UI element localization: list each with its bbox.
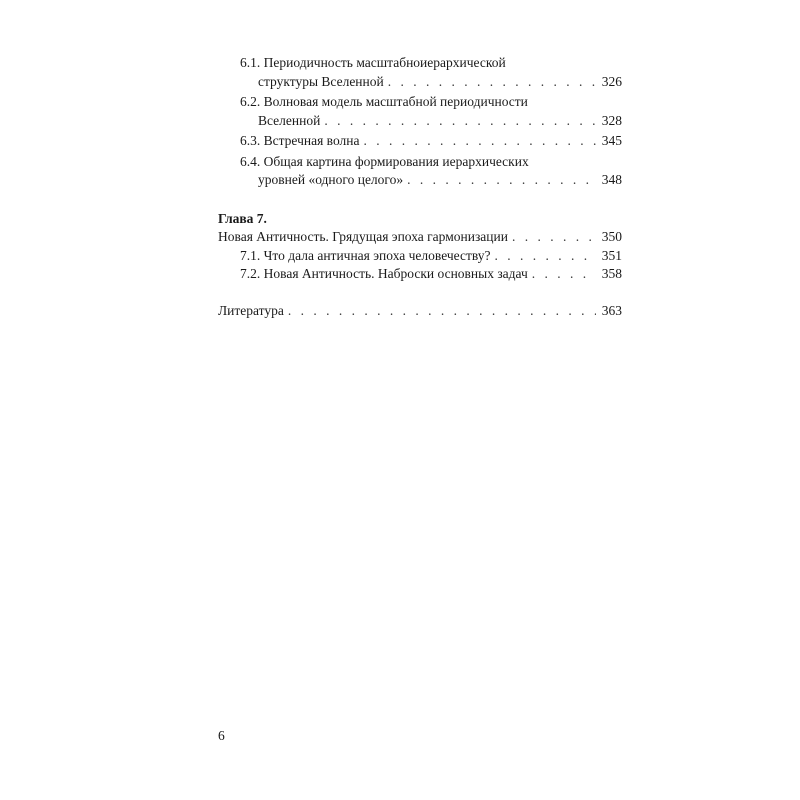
toc-entry-6-2[interactable]: [218, 93, 622, 130]
dot-leader: [288, 302, 596, 321]
toc-entry-7-2[interactable]: [218, 265, 622, 284]
toc-entry-title-continued: структуры Вселенной: [258, 73, 384, 89]
dot-leader: [364, 132, 596, 151]
toc-entry-title: 6.3. Встречная волна: [240, 133, 360, 148]
toc-chapter-title: Новая Античность. Грядущая эпоха гармонизации: [218, 229, 508, 244]
toc-entry-title: 6.1. Периодичность масштабноиерархической: [240, 55, 506, 70]
toc-entry-title: 7.2. Новая Античность. Наброски основных задач: [240, 266, 528, 281]
chapter-7-label: Глава 7.: [218, 210, 267, 226]
toc-page-number: 363: [601, 302, 622, 318]
toc-page-number: 326: [601, 73, 622, 89]
dot-leader: [532, 265, 596, 284]
table-of-contents: [218, 54, 622, 320]
toc-page-number: 350: [601, 229, 622, 244]
toc-chapter-7[interactable]: [218, 228, 622, 247]
toc-entry-title: 6.4. Общая картина формирования иерархических: [240, 153, 529, 169]
toc-entry-6-4[interactable]: [218, 153, 622, 190]
toc-page-number: 358: [601, 266, 622, 281]
toc-literature[interactable]: [218, 302, 622, 321]
toc-entry-6-1[interactable]: [218, 54, 622, 91]
toc-entry-title: 7.1. Что дала античная эпоха человечеству?: [240, 247, 491, 263]
toc-page-number: 348: [601, 172, 622, 187]
toc-page-number: 345: [601, 133, 622, 148]
dot-leader: [495, 247, 596, 266]
toc-entry-title: 6.2. Волновая модель масштабной периодичности: [240, 94, 528, 109]
toc-page-number: 328: [601, 112, 622, 128]
toc-page-number: 351: [601, 247, 622, 263]
dot-leader: [324, 112, 595, 131]
dot-leader: [512, 228, 596, 247]
toc-entry-title-continued: уровней «одного целого»: [258, 172, 404, 187]
toc-literature-title: Литература: [218, 302, 284, 318]
dot-leader: [407, 171, 596, 190]
toc-entry-7-1[interactable]: [218, 247, 622, 266]
toc-entry-title-continued: Вселенной: [258, 112, 321, 128]
toc-entry-6-3[interactable]: [218, 132, 622, 151]
page-number: 6: [218, 728, 225, 743]
dot-leader: [388, 73, 596, 92]
